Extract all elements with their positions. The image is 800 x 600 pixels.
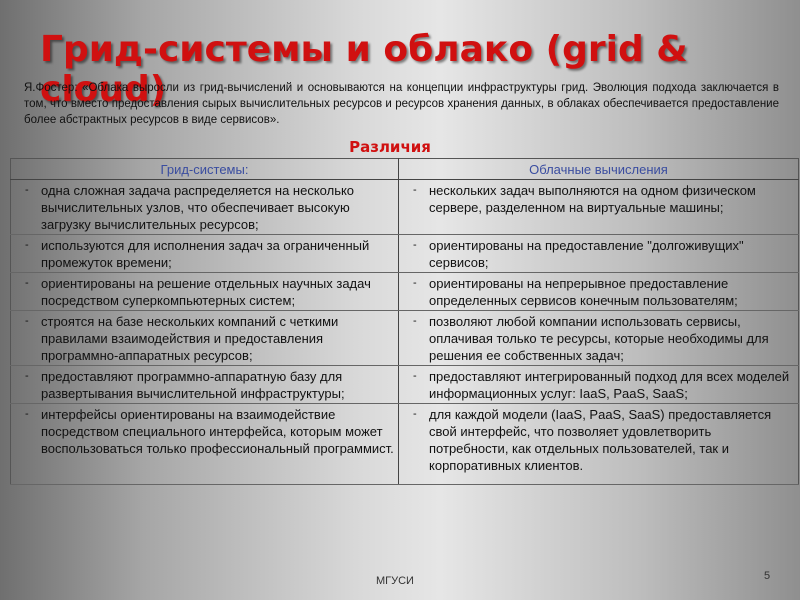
bullet-marker: - [413,370,417,382]
grid-item-text: строятся на базе нескольких компаний с четкими правилами взаимодействия и предоставления программно-аппаратных ресурсов; [41,314,339,363]
bullet-marker: - [25,315,29,327]
grid-item-text: интерфейсы ориентированы на взаимодействие посредством специального интерфейса, которым может воспользоваться только профессиональный программист. [41,407,394,456]
table-row [11,235,799,273]
bullet-marker: - [25,184,29,196]
list-item [403,368,794,402]
bullet-marker: - [413,408,417,420]
section-subtitle: Различия [349,138,431,156]
table-row [11,311,799,366]
grid-cell [11,273,399,311]
grid-item-text: ориентированы на решение отдельных научных задач посредством суперкомпьютерных систем; [41,276,371,308]
bullet-marker: - [413,184,417,196]
grid-item-text: предоставляют программно-аппаратную базу для развертывания вычислительной инфраструктуры; [41,369,345,401]
grid-cell [11,366,399,404]
list-item [403,182,794,216]
header-cloud: Облачные вычисления [399,159,799,180]
list-item [15,313,394,364]
bullet-marker: - [413,315,417,327]
bullet-marker: - [413,239,417,251]
header-grid: Грид-системы: [11,159,399,180]
footer-org: МГУСИ [376,575,414,587]
cloud-cell [399,273,799,311]
table-row [11,404,799,485]
bullet-marker: - [25,239,29,251]
cloud-item-text: ориентированы на предоставление "долгоживущих" сервисов; [429,238,744,270]
list-item [15,237,394,271]
grid-cell [11,404,399,485]
slide-title: Грид-системы и облако (grid & cloud) [40,29,688,110]
list-item [15,275,394,309]
grid-cell [11,180,399,235]
cloud-item-text: ориентированы на непрерывное предоставление определенных сервисов конечным пользователям; [429,276,738,308]
bullet-marker: - [413,277,417,289]
cloud-cell [399,311,799,366]
table-row [11,180,799,235]
list-item [15,182,394,233]
cloud-cell [399,180,799,235]
cloud-cell [399,235,799,273]
list-item [403,237,794,271]
bullet-marker: - [25,277,29,289]
cloud-item-text: предоставляют интегрированный подход для всех моделей информационных услуг: IaaS, PaaS, SaaS; [429,369,790,401]
grid-cell [11,235,399,273]
list-item [403,313,794,364]
cloud-item-text: нескольких задач выполняются на одном физическом сервере, разделенном на виртуальные машины; [429,183,756,215]
page-number: 5 [764,570,771,582]
cloud-item-text: для каждой модели (IaaS, PaaS, SaaS) предоставляется свой интерфейс, что позволяет удовлетворить потребности, как отдельных пользователей, так и корпоративных клиентов. [429,407,772,473]
list-item [15,406,394,457]
table-row [11,366,799,404]
cloud-cell [399,366,799,404]
list-item [403,406,794,474]
list-item [403,275,794,309]
table-header-row [11,159,799,180]
bullet-marker: - [25,408,29,420]
foster-quote: Я.Фостер: «Облака выросли из грид-вычислений и основываются на концепции инфраструктуры грид. Эволюция подхода заключается в том, что вместо предоставления сырых вычислительных ресурсов и ресурсов хранения данных, в облаках обеспечивается предоставление более абстрактных ресурсов в виде сервисов». [24,82,779,126]
list-item [15,368,394,402]
grid-cell [11,311,399,366]
cloud-cell [399,404,799,485]
cloud-item-text: позволяют любой компании использовать сервисы, оплачивая только те ресурсы, которые необходимы для решения ее собственных задач; [429,314,769,363]
comparison-table [10,158,799,485]
grid-item-text: используются для исполнения задач за ограниченный промежуток времени; [41,238,370,270]
bullet-marker: - [25,370,29,382]
table-row [11,273,799,311]
grid-item-text: одна сложная задача распределяется на несколько вычислительных узлов, что обеспечивает высокую загрузку вычислительных ресурсов; [41,183,355,232]
